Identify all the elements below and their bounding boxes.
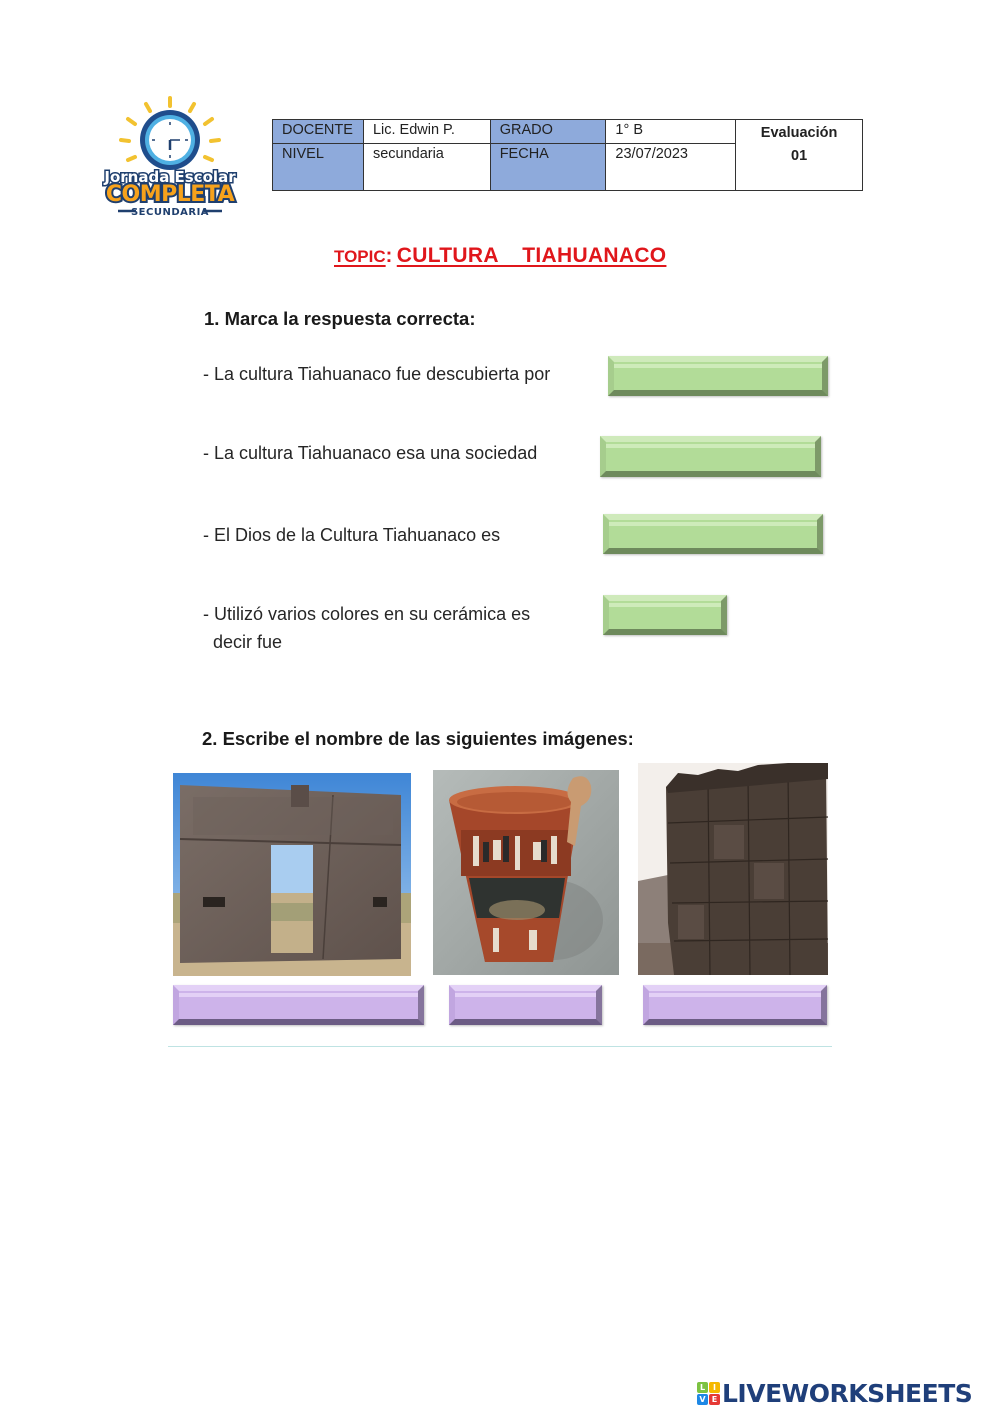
question-3-answer-input[interactable] — [603, 514, 823, 554]
svg-text:SECUNDARIA: SECUNDARIA — [130, 207, 210, 218]
live-blocks-icon — [697, 1382, 720, 1405]
topic-colon: : — [385, 245, 393, 267]
painted-ceramic-vessel-image — [433, 770, 619, 975]
image-2-answer-input[interactable] — [449, 985, 602, 1025]
evaluation-label: Evaluación — [760, 125, 838, 141]
fecha-value: 23/07/2023 — [606, 144, 736, 191]
topic-title: CULTURA TIAHUANACO — [396, 244, 667, 267]
nivel-value: secundaria — [363, 144, 490, 191]
docente-value: Lic. Edwin P. — [363, 120, 490, 144]
question-4-text — [203, 600, 530, 656]
question-2-text: - La cultura Tiahuanaco esa una sociedad — [203, 443, 538, 463]
section-divider — [168, 1046, 832, 1047]
fecha-label: FECHA — [490, 144, 606, 191]
image-1-answer-input[interactable] — [173, 985, 424, 1025]
evaluation-cell — [736, 120, 863, 191]
question-4-text-line1: - Utilizó varios colores en su cerámica es — [203, 604, 531, 624]
stone-tower-ruin-image — [638, 763, 828, 975]
topic-heading — [334, 244, 666, 268]
brand-name: LIVEWORKSHEETS — [722, 1378, 973, 1408]
question-3-text: - El Dios de la Cultura Tiahuanaco es — [203, 525, 501, 545]
section2-heading: 2. Escribe el nombre de las siguientes imágenes: — [202, 728, 634, 749]
docente-label: DOCENTE — [273, 120, 364, 144]
stone-gateway-image — [173, 773, 411, 976]
nivel-label: NIVEL — [273, 144, 364, 191]
section1-heading: 1. Marca la respuesta correcta: — [204, 308, 476, 329]
image-3-answer-input[interactable] — [643, 985, 827, 1025]
brand-letter-e: E — [709, 1394, 720, 1405]
evaluation-number: 01 — [791, 148, 808, 164]
question-4-text-line2: decir fue — [203, 632, 283, 652]
question-4-answer-input[interactable] — [603, 595, 727, 635]
grado-label: GRADO — [490, 120, 606, 144]
header-info-table — [272, 119, 863, 191]
question-1-answer-input[interactable] — [608, 356, 828, 396]
brand-letter-v: V — [697, 1394, 708, 1405]
brand-letter-l: L — [697, 1382, 708, 1393]
school-logo — [84, 94, 256, 218]
question-2-answer-input[interactable] — [600, 436, 821, 477]
grado-value: 1° B — [606, 120, 736, 144]
svg-text:Jornada Escolar: Jornada Escolar — [104, 168, 236, 186]
question-1-text: - La cultura Tiahuanaco fue descubierta por — [203, 364, 551, 384]
svg-text:COMPLETA: COMPLETA — [105, 182, 235, 207]
brand-letter-i: I — [709, 1382, 720, 1393]
liveworksheets-brand — [697, 1378, 972, 1408]
topic-label: TOPIC — [334, 247, 386, 266]
clock-icon — [84, 94, 256, 218]
